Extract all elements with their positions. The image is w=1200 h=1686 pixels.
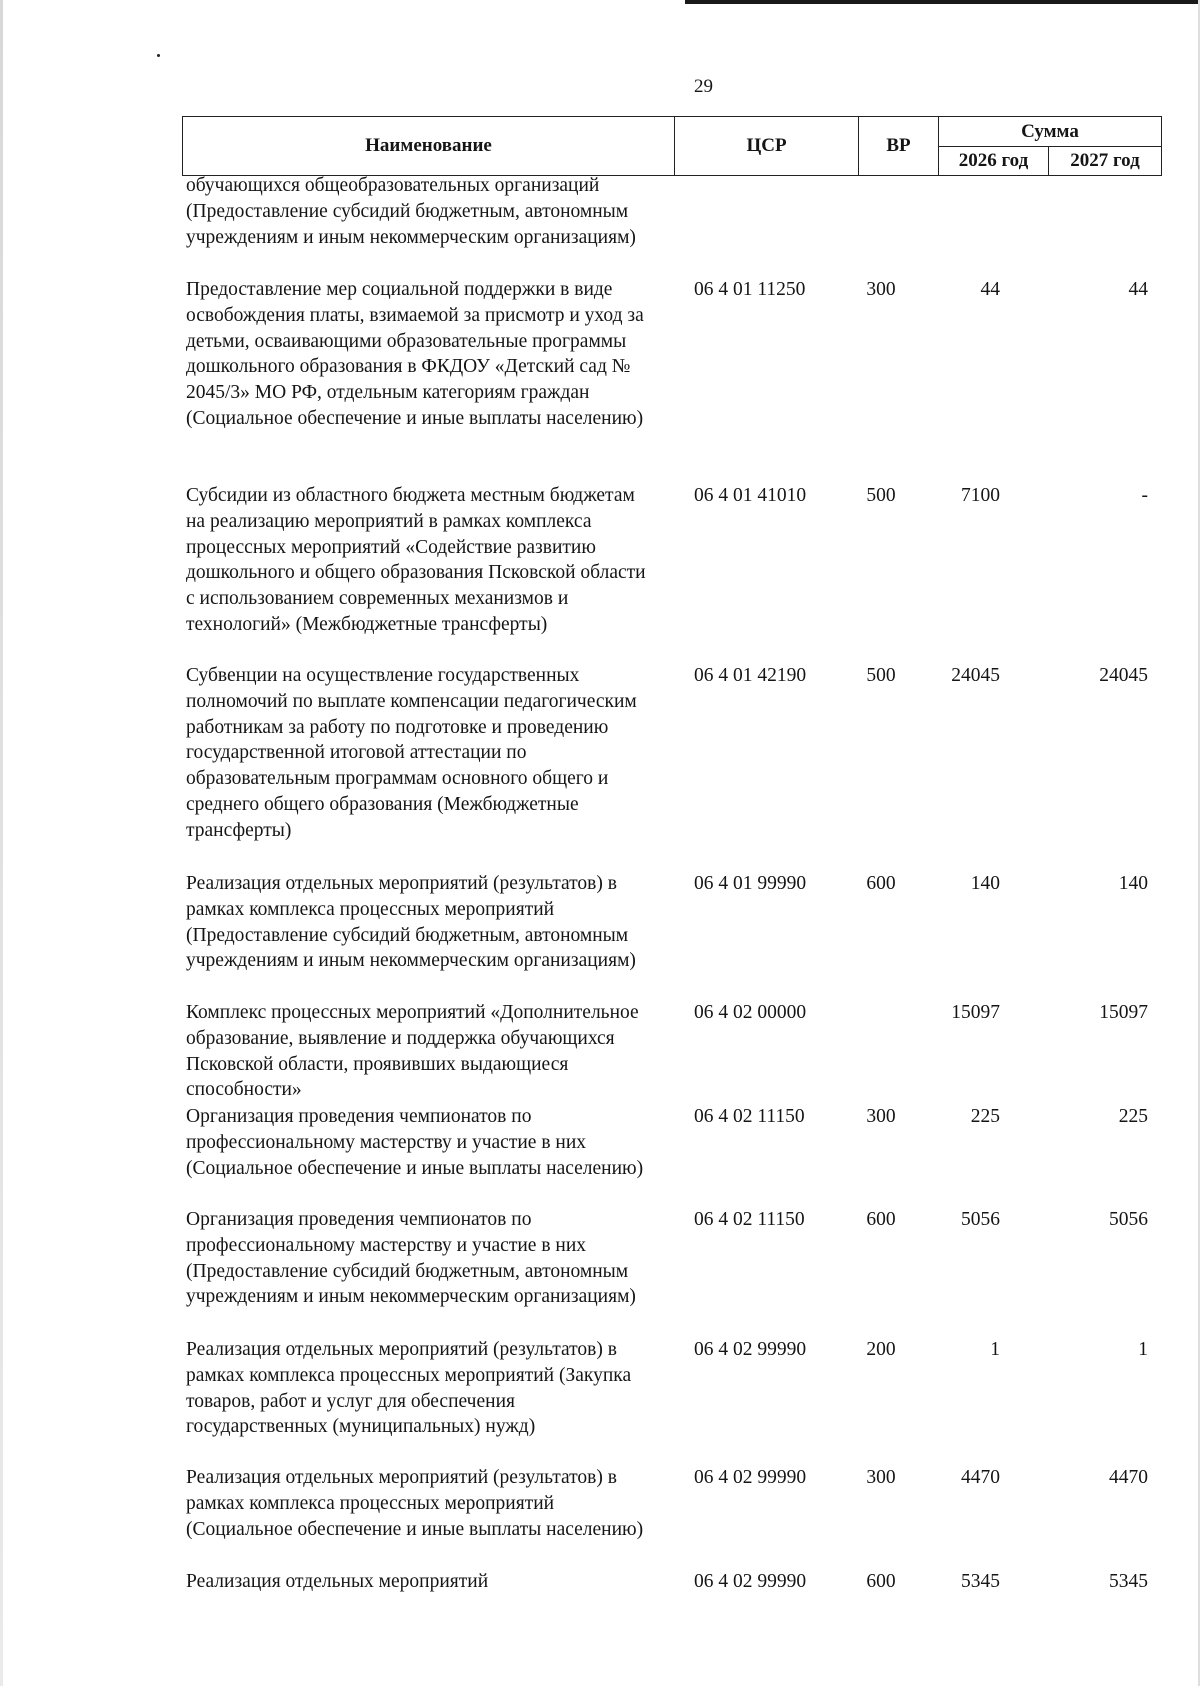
row-sum-2026: 24045 — [951, 665, 1000, 686]
row-vr: 600 — [866, 1571, 896, 1592]
row-csr: 06 4 02 11150 — [694, 1209, 805, 1230]
row-vr: 500 — [866, 665, 896, 686]
row-name: Организация проведения чемпионатов по профессиональному мастерству и участие в них (Предоставление субсидий бюджетным, автономным учреждениям и иным некоммерческим организациям) — [186, 1209, 636, 1308]
row-name: Организация проведения чемпионатов по профессиональному мастерству и участие в них (Социальное обеспечение и иные выплаты населению) — [186, 1106, 644, 1179]
row-sum-2027: 5056 — [1109, 1209, 1148, 1230]
row-sum-2027: 4470 — [1109, 1467, 1148, 1488]
row-csr: 06 4 02 99990 — [694, 1467, 807, 1488]
row-csr: 06 4 02 00000 — [694, 1002, 807, 1023]
row-vr: 300 — [866, 1467, 896, 1488]
row-vr: 300 — [866, 279, 896, 300]
row-vr: 200 — [866, 1339, 896, 1360]
row-sum-2027: 24045 — [1099, 665, 1148, 686]
row-sum-2026: 44 — [980, 279, 1000, 300]
row-sum-2026: 5056 — [961, 1209, 1000, 1230]
row-sum-2026: 1 — [990, 1339, 1000, 1360]
row-name: Реализация отдельных мероприятий (результатов) в рамках комплекса процессных мероприятий (Предоставление субсидий бюджетным, автономным учреждениям и иным некоммерческим организациям) — [186, 873, 636, 972]
row-csr: 06 4 01 42190 — [694, 665, 807, 686]
header-vr: ВР — [859, 117, 939, 175]
row-csr: 06 4 02 99990 — [694, 1339, 807, 1360]
page-number: 29 — [694, 76, 713, 97]
row-vr: 500 — [866, 485, 896, 506]
row-sum-2027: - — [1141, 485, 1148, 506]
header-year-2027: 2027 год — [1070, 150, 1140, 171]
row-csr: 06 4 02 11150 — [694, 1106, 805, 1127]
row-sum-2026: 5345 — [961, 1571, 1000, 1592]
row-vr: 600 — [866, 1209, 896, 1230]
row-sum-2027: 140 — [1118, 873, 1148, 894]
row-name: Субвенции на осуществление государственных полномочий по выплате компенсации педагогическим работникам за работу по подготовке и проведению государственной итоговой аттестации по образовательным программам основного общего и среднего общего образования (Межбюджетные трансферты) — [186, 665, 637, 841]
header-sum: Сумма — [939, 117, 1161, 147]
header-year-2026: 2026 год — [939, 147, 1049, 175]
row-name: Предоставление мер социальной поддержки в виде освобождения платы, взимаемой за присмотр и уход за детьми, осваивающими образовательные программы дошкольного образования в ФКДОУ «Детский сад № 2045/3» МО РФ, отдельным категориям граждан (Социальное обеспечение и иные выплаты населению) — [186, 279, 644, 429]
scan-speck — [157, 54, 160, 57]
header-csr: ЦСР — [675, 117, 859, 175]
row-sum-2026: 140 — [970, 873, 1000, 894]
row-sum-2026: 15097 — [951, 1002, 1000, 1023]
row-sum-2026: 7100 — [961, 485, 1000, 506]
row-name: Субсидии из областного бюджета местным бюджетам на реализацию мероприятий в рамках комплекса процессных мероприятий «Содействие развитию дошкольного и общего образования Псковской области с использованием современных механизмов и технологий» (Межбюджетные трансферты) — [186, 485, 646, 635]
row-sum-2027: 1 — [1138, 1339, 1148, 1360]
row-sum-2026: 4470 — [961, 1467, 1000, 1488]
row-vr: 300 — [866, 1106, 896, 1127]
row-csr: 06 4 01 41010 — [694, 485, 807, 506]
row-name: обучающихся общеобразовательных организаций (Предоставление субсидий бюджетным, автономным учреждениям и иным некоммерческим организациям) — [186, 175, 636, 248]
table-header — [182, 116, 1162, 176]
row-name: Комплекс процессных мероприятий «Дополнительное образование, выявление и поддержка обучающихся Псковской области, проявивших выдающиеся способности» — [186, 1002, 639, 1101]
row-name: Реализация отдельных мероприятий — [186, 1571, 489, 1592]
row-sum-2026: 225 — [970, 1106, 1000, 1127]
scan-top-edge — [685, 0, 1200, 4]
row-csr: 06 4 02 99990 — [694, 1571, 807, 1592]
row-csr: 06 4 01 11250 — [694, 279, 806, 300]
header-name: Наименование — [183, 117, 675, 175]
row-name: Реализация отдельных мероприятий (результатов) в рамках комплекса процессных мероприятий (Закупка товаров, работ и услуг для обеспечения государственных (муниципальных) нужд) — [186, 1339, 632, 1438]
row-csr: 06 4 01 99990 — [694, 873, 807, 894]
row-sum-2027: 15097 — [1099, 1002, 1148, 1023]
row-sum-2027: 225 — [1118, 1106, 1148, 1127]
scan-left-edge — [0, 0, 3, 1686]
row-name: Реализация отдельных мероприятий (результатов) в рамках комплекса процессных мероприятий (Социальное обеспечение и иные выплаты населению) — [186, 1467, 644, 1540]
row-sum-2027: 44 — [1128, 279, 1148, 300]
row-sum-2027: 5345 — [1109, 1571, 1148, 1592]
row-vr: 600 — [866, 873, 896, 894]
